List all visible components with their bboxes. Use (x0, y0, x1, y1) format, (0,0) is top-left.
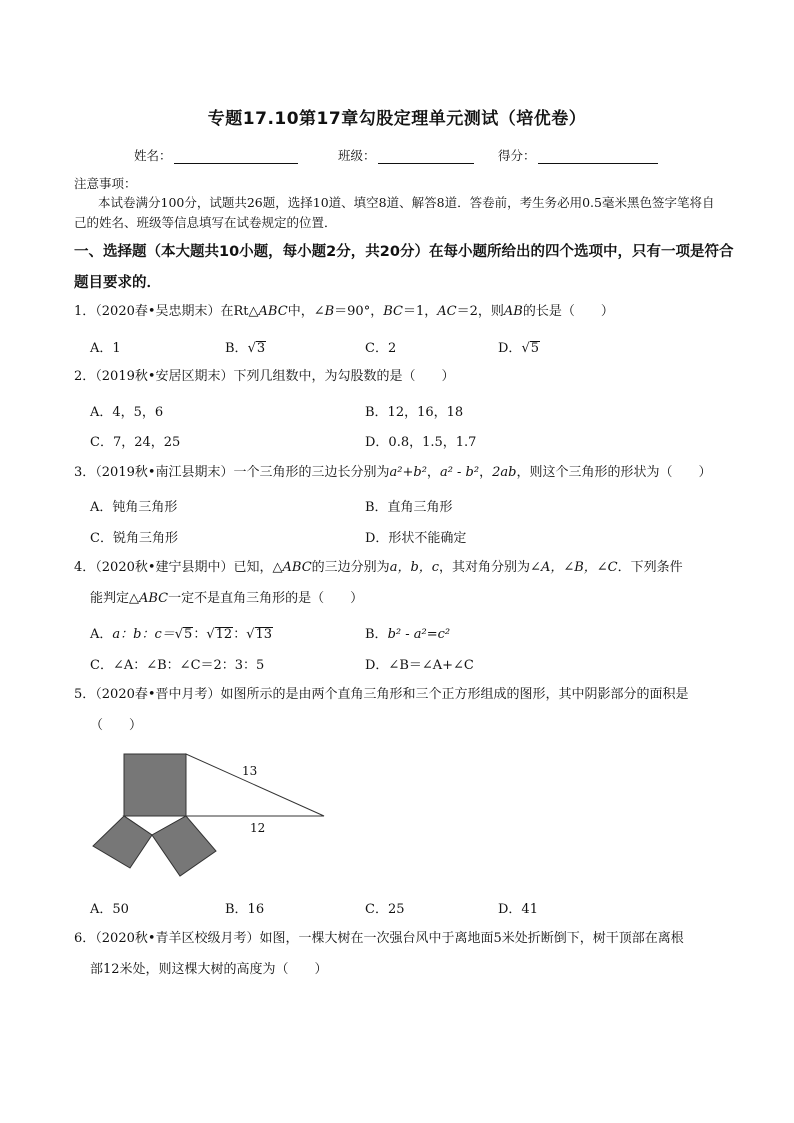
q4-option-a-r1: 5 (184, 627, 193, 642)
name-field[interactable] (134, 146, 298, 164)
leg-label: 12 (250, 821, 266, 835)
sqrt-icon: √5 (521, 341, 540, 356)
q4-suffix: ．下列条件 (617, 560, 683, 575)
section-heading: 一、选择题（本大题共10小题，每小题2分，共20分）在每小题所给出的四个选项中，只有一项是符合题目要求的． (74, 244, 734, 291)
question-5-line2: （ ） (90, 718, 143, 733)
q3-prefix: 3．（2019秋•南江县期末）一个三角形的三边长分别为 (74, 465, 390, 480)
q1-ab: AB (503, 304, 523, 319)
q6-line2-text: 部12米处，则这棵大树的高度为（ ） (90, 962, 328, 977)
q4-option-d[interactable]: D．∠B＝∠A+∠C (365, 658, 474, 673)
q4-option-c[interactable]: C．∠A：∠B：∠C＝2：3：5 (90, 658, 265, 673)
q4-mid: 的三边分别为 (311, 560, 390, 575)
hyp-label: 13 (242, 764, 258, 778)
q1-option-d[interactable] (498, 337, 540, 356)
q4-option-a-r3: 13 (255, 627, 273, 642)
q3-expr2: a² - b² (439, 465, 480, 480)
q5-option-a[interactable]: A．50 (90, 902, 129, 917)
notice-body: 本试卷满分100分，试题共26题，选择10道、填空8道、解答8道．答卷前，考生务必用0.5毫米黑色签字笔将自己的姓名、班级等信息填写在试卷规定的位置． (74, 195, 715, 230)
question-5: 5．（2020春•晋中月考）如图所示的是由两个直角三角形和三个正方形组成的图形，其中阴影部分的面积是 (74, 687, 689, 702)
q3-sep2: ， (479, 465, 493, 480)
notice-title: 注意事项： (74, 176, 137, 191)
q4-prefix: 4．（2020秋•建宁县期中）已知，△ (74, 560, 283, 575)
q1-abc: ABC (258, 304, 288, 319)
q3-sep1: ， (426, 465, 440, 480)
top-square (124, 754, 186, 816)
question-4 (74, 553, 728, 583)
q1-suffix: 的长是（ ） (522, 304, 614, 319)
question-6: 6．（2020秋•青羊区校级月考）如图，一棵大树在一次强台风中于离地面5米处折断倒下，树干顶部在离根 (74, 931, 684, 946)
squares-triangles-figure (88, 752, 338, 882)
q4-line2-prefix: 能判定△ (90, 591, 139, 606)
q1-mid4: ＝2，则 (456, 304, 504, 319)
q3-expr1: a²+b² (389, 465, 427, 480)
q1-option-d-radicand: 5 (530, 341, 540, 356)
q1-mid3: ＝1， (402, 304, 438, 319)
q2-option-b[interactable]: B．12，16，18 (365, 405, 464, 420)
q4-option-a-ratio: a：b：c＝ (112, 627, 175, 642)
q3-suffix: ，则这个三角形的形状为（ ） (516, 465, 712, 480)
sqrt-icon: √12 (206, 627, 233, 642)
q5-option-b[interactable]: B．16 (225, 902, 265, 917)
q2-option-d[interactable]: D．0.8，1.5，1.7 (365, 435, 477, 450)
question-4-line2 (74, 584, 728, 614)
q1-option-d-label: D． (498, 341, 522, 356)
q4-option-b[interactable] (365, 623, 450, 642)
question-1 (74, 297, 728, 327)
q5-option-d[interactable]: D．41 (498, 902, 538, 917)
q1-b: B (324, 304, 335, 319)
q1-option-a[interactable]: A．1 (90, 341, 121, 356)
question-6-line2 (74, 955, 728, 985)
q4-abc-2: ABC (139, 591, 169, 606)
q1-mid2: ＝90°， (334, 304, 384, 319)
q5-option-c[interactable]: C．25 (365, 902, 405, 917)
score-field[interactable] (498, 146, 658, 164)
name-label: 姓名： (134, 148, 172, 163)
name-blank[interactable] (174, 149, 298, 164)
q3-expr3: 2ab (492, 465, 517, 480)
q1-prefix: 1．（2020春•吴忠期末）在Rt△ (74, 304, 259, 319)
class-field[interactable] (338, 146, 474, 164)
student-info-row (0, 146, 794, 166)
q1-option-c[interactable]: C．2 (365, 341, 397, 356)
q2-option-a[interactable]: A．4，5，6 (90, 405, 164, 420)
q4-option-b-expr: b² - a²=c² (387, 627, 451, 642)
q3-option-d[interactable]: D．形状不能确定 (365, 531, 467, 546)
q3-option-b[interactable]: B．直角三角形 (365, 500, 453, 515)
score-label: 得分： (498, 148, 536, 163)
q4-angles: A，∠B，∠C (540, 560, 618, 575)
q1-option-b-label: B． (225, 341, 248, 356)
q1-option-b-radicand: 3 (256, 341, 266, 356)
q4-option-a-label: A． (90, 627, 113, 642)
q4-option-a[interactable]: A．a：b：c＝√5：√12：√13 (90, 627, 273, 642)
sqrt-icon: √3 (247, 341, 266, 356)
q4-mid2: ，其对角分别为∠ (439, 560, 541, 575)
q4-line2-suffix: 一定不是直角三角形的是（ ） (168, 591, 364, 606)
class-label: 班级： (338, 148, 376, 163)
class-blank[interactable] (378, 149, 474, 164)
q3-option-c[interactable]: C．锐角三角形 (90, 531, 178, 546)
score-blank[interactable] (538, 149, 658, 164)
q4-sides: a，b，c (389, 560, 440, 575)
question-3 (74, 458, 728, 488)
sqrt-icon: √5 (174, 627, 193, 642)
q1-option-b[interactable] (225, 337, 266, 356)
q1-mid1: 中，∠ (287, 304, 325, 319)
q2-option-c[interactable]: C．7，24，25 (90, 435, 181, 450)
sqrt-icon: √13 (246, 627, 273, 642)
q4-abc: ABC (282, 560, 312, 575)
q4-option-b-label: B． (365, 627, 388, 642)
question-2: 2．（2019秋•安居区期末）下列几组数中，为勾股数的是（ ） (74, 369, 455, 384)
page-title: 专题17.10第17章勾股定理单元测试（培优卷） (207, 109, 587, 129)
q1-ac: AC (437, 304, 457, 319)
q3-option-a[interactable]: A．钝角三角形 (90, 500, 178, 515)
q1-bc: BC (383, 304, 403, 319)
q4-option-a-r2: 12 (215, 627, 233, 642)
